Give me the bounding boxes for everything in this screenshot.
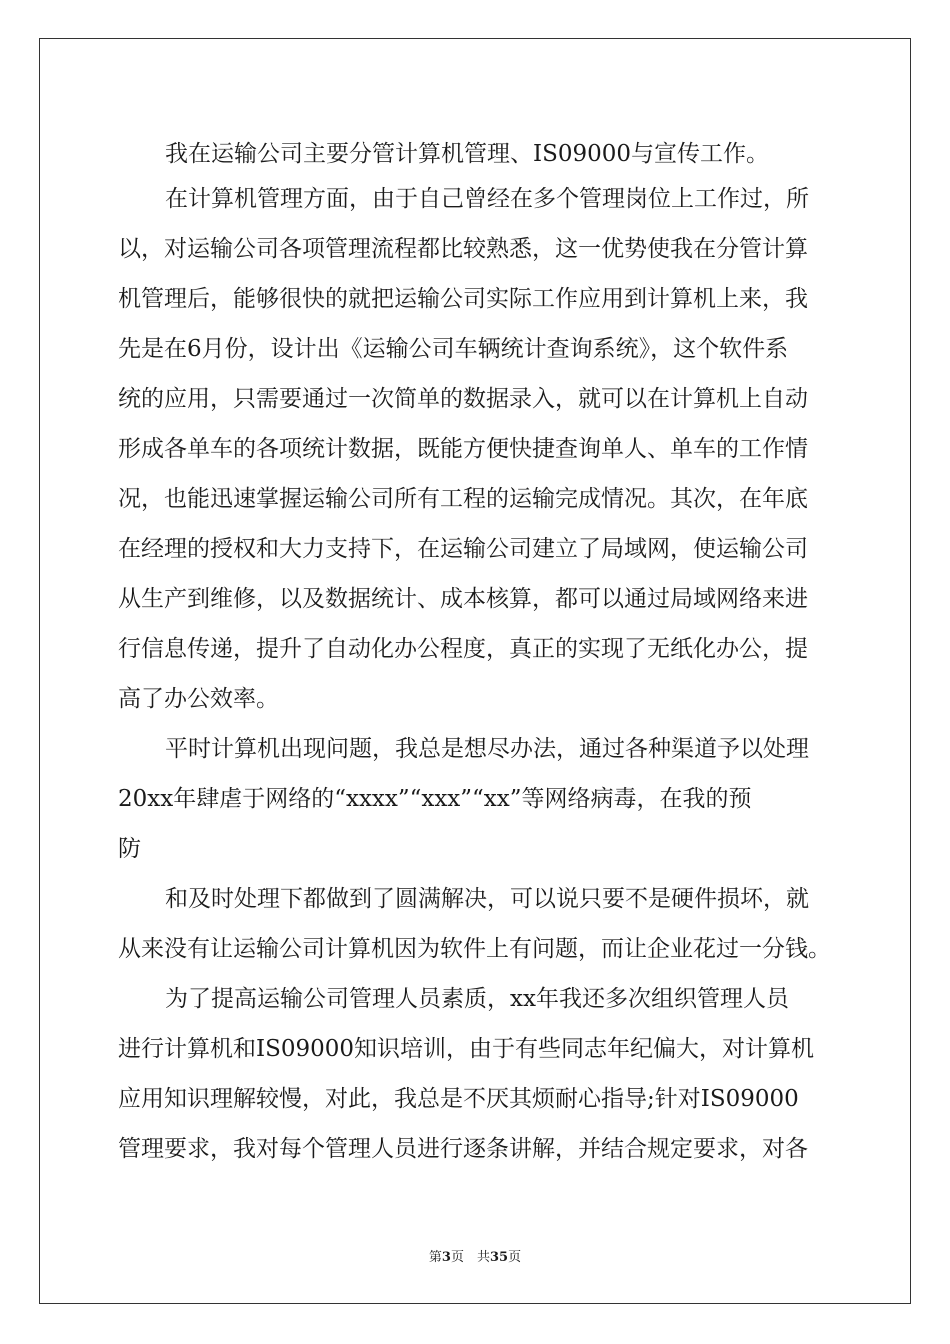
text-line: 和及时处理下都做到了圆满解决，可以说只要不是硬件损坏，就 xyxy=(165,886,809,912)
text-line: 形成各单车的各项统计数据，既能方便快捷查询单人、单车的工作情 xyxy=(118,436,808,462)
text-line: 为了提高运输公司管理人员素质，xx年我还多次组织管理人员 xyxy=(165,986,789,1012)
text-line: 机管理后，能够很快的就把运输公司实际工作应用到计算机上来，我 xyxy=(118,286,808,312)
page-footer xyxy=(0,1250,950,1266)
text-line: 况，也能迅速掌握运输公司所有工程的运输完成情况。其次，在年底 xyxy=(118,486,808,512)
text-line: 防 xyxy=(118,836,141,862)
text-line: 应用知识理解较慢，对此，我总是不厌其烦耐心指导;针对IS09000 xyxy=(118,1086,799,1112)
text-line: 高了办公效率。 xyxy=(118,686,279,712)
page-total: 35 xyxy=(489,1250,509,1265)
text-line: 先是在6月份，设计出《运输公司车辆统计查询系统》，这个软件系 xyxy=(118,336,789,362)
page-current: 3 xyxy=(441,1250,451,1265)
text-line: 以，对运输公司各项管理流程都比较熟悉，这一优势使我在分管计算 xyxy=(118,236,808,262)
page-prefix: 第 xyxy=(428,1250,442,1265)
page-mid: 页 共 xyxy=(450,1250,490,1265)
text-line: 行信息传递，提升了自动化办公程度，真正的实现了无纸化办公，提 xyxy=(118,636,808,662)
text-line: 统的应用，只需要通过一次简单的数据录入，就可以在计算机上自动 xyxy=(118,386,808,412)
text-line: 从生产到维修，以及数据统计、成本核算，都可以通过局域网络来进 xyxy=(118,586,808,612)
text-line: 从来没有让运输公司计算机因为软件上有问题，而让企业花过一分钱。 xyxy=(118,936,831,962)
text-line: 进行计算机和IS09000知识培训，由于有些同志年纪偏大，对计算机 xyxy=(118,1036,815,1062)
text-line: 平时计算机出现问题，我总是想尽办法，通过各种渠道予以处理 xyxy=(165,736,809,762)
text-line: 管理要求，我对每个管理人员进行逐条讲解，并结合规定要求，对各 xyxy=(118,1136,808,1162)
text-line: 在经理的授权和大力支持下，在运输公司建立了局域网，使运输公司 xyxy=(118,536,808,562)
text-line: 20xx年肆虐于网络的“xxxx”“xxx”“xx”等网络病毒，在我的预 xyxy=(118,786,752,812)
text-line: 在计算机管理方面，由于自己曾经在多个管理岗位上工作过，所 xyxy=(165,186,809,212)
page-suffix: 页 xyxy=(508,1250,522,1265)
text-line: 我在运输公司主要分管计算机管理、IS09000与宣传工作。 xyxy=(165,141,770,167)
